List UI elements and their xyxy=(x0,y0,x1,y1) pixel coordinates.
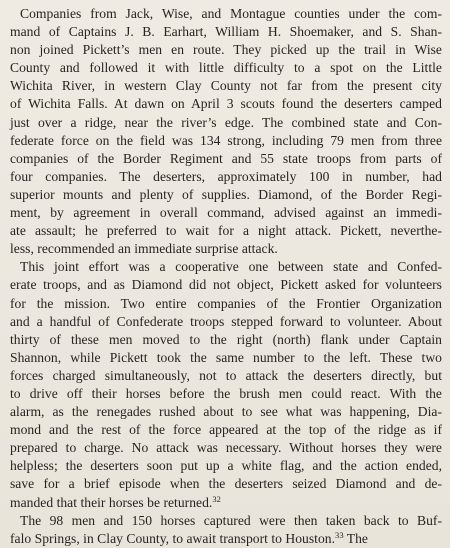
text-line: ate assault; he preferred to wait for a night attack. Pickett, neverthe- xyxy=(10,223,442,239)
text-line: alarm, as the renegades rushed about to see what was happening, Dia- xyxy=(10,404,442,420)
text-line-content: falo Springs, in Clay County, to await transport to Houston. xyxy=(10,530,336,546)
text-line: and a handful of Confederate troops stepped forward to volunteer. About xyxy=(10,313,442,329)
text-line: four companies. The deserters, approximately 100 in number, had xyxy=(10,168,442,184)
text-line xyxy=(10,530,442,548)
text-line: thirty of these men moved to the right (north) flank under Captain xyxy=(10,331,442,347)
text-line: mond and the rest of the force appeared at the top of the ridge as if xyxy=(10,422,442,438)
text-line: County and followed it with little difficulty to a spot on the Little xyxy=(10,60,442,76)
text-line: for the mission. Two entire companies of the Frontier Organization xyxy=(10,295,442,311)
text-line: mand of Captains J. B. Earhart, William H. Shoemaker, and S. Shan- xyxy=(10,24,442,40)
text-line: companies of the Border Regiment and 55 state troops from parts of xyxy=(10,150,442,166)
text-line: erate troops, and as Diamond did not object, Pickett asked for volunteers xyxy=(10,277,442,293)
paragraph-1 xyxy=(10,5,442,258)
text-line: of Wichita Falls. At dawn on April 3 scouts found the deserters camped xyxy=(10,96,442,112)
text-line: ment, by agreement in overall command, advised against an immedi- xyxy=(10,205,442,221)
text-line: prepared to charge. No attack was necessary. Without horses they were xyxy=(10,440,442,456)
text-line: This joint effort was a cooperative one between state and Confed- xyxy=(20,259,442,275)
text-line: Shannon, while Pickett took the same number to the left. These two xyxy=(10,349,442,365)
text-line: less, recommended an immediate surprise attack. xyxy=(10,241,278,257)
text-line: Wichita River, in western Clay County not far from the present city xyxy=(10,78,442,94)
text-line: non joined Pickett’s men en route. They picked up the trail in Wise xyxy=(10,42,442,58)
text-line-content: manded that their horses be returned. xyxy=(10,494,213,510)
text-line: federate force on the field was 134 strong, including 79 men from three xyxy=(10,132,442,148)
text-line xyxy=(10,494,442,512)
text-line: superior mounts and plenty of supplies. Diamond, of the Border Regi- xyxy=(10,186,442,202)
paragraph-2 xyxy=(10,258,442,511)
text-line: save for a brief episode when the deserters seized Diamond and de- xyxy=(10,476,442,492)
footnote-marker: 33 xyxy=(335,529,344,540)
text-line: The 98 men and 150 horses captured were then taken back to Buf- xyxy=(20,512,442,528)
text-line: to drive off their horses before the brush men could react. With the xyxy=(10,385,442,401)
paragraph-3 xyxy=(10,512,442,548)
text-line-continuation: The xyxy=(343,530,368,546)
text-line: just over a ridge, near the river’s edge. The combined state and Con- xyxy=(10,114,442,130)
footnote-marker: 32 xyxy=(212,493,221,504)
text-line: Companies from Jack, Wise, and Montague counties under the com- xyxy=(20,6,442,21)
text-line: forces charged simultaneously, not to attack the deserters directly, but xyxy=(10,367,442,383)
page-body-text xyxy=(10,5,442,548)
text-line: helpless; the deserters soon put up a white flag, and the action ended, xyxy=(10,458,442,474)
